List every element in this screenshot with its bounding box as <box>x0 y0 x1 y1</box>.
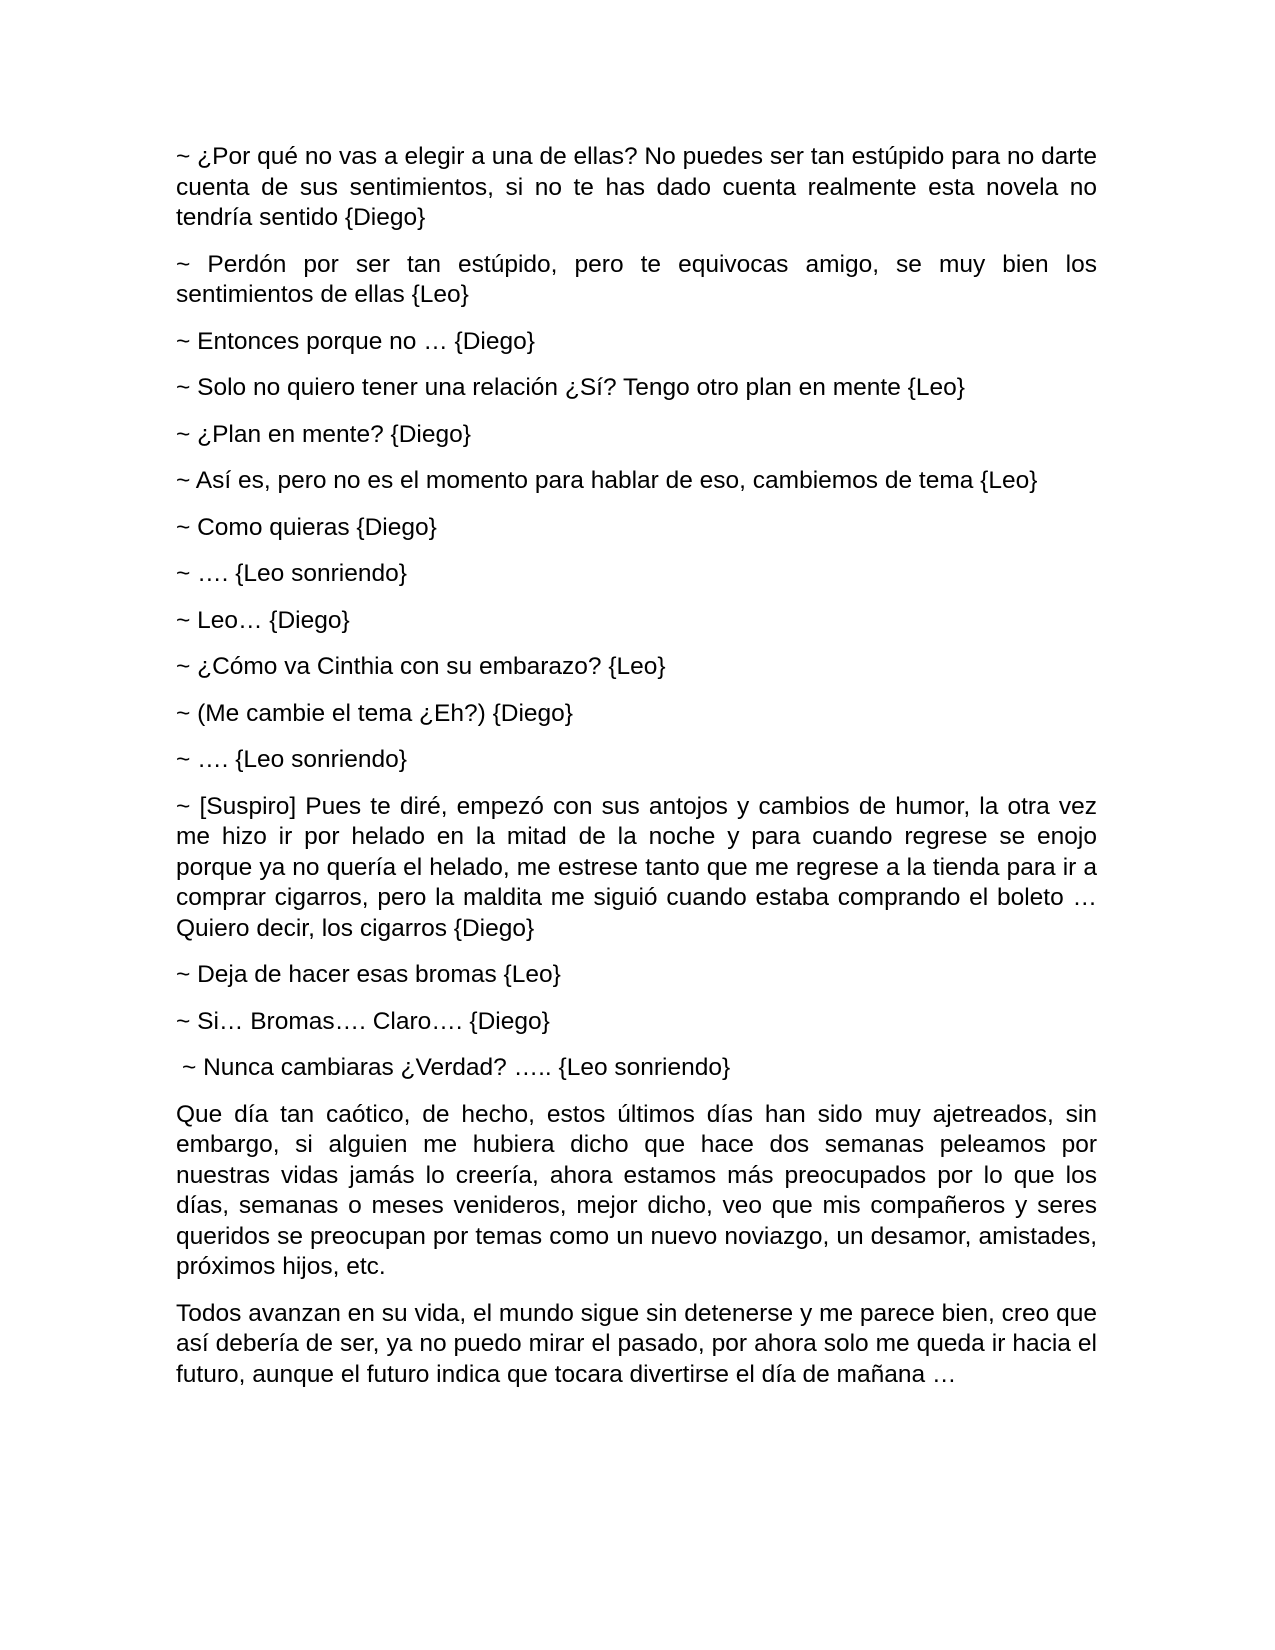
dialogue-line: ~ Así es, pero no es el momento para hablar de eso, cambiemos de tema {Leo} <box>176 467 1038 494</box>
dialogue-line: ~ Deja de hacer esas bromas {Leo} <box>176 961 561 988</box>
dialogue-line: ~ Leo… {Diego} <box>176 606 350 634</box>
dialogue-line: ~ Solo no quiero tener una relación ¿Sí? Tengo otro plan en mente {Leo} <box>176 374 965 401</box>
dialogue-line: ~ ¿Por qué no vas a elegir a una de ellas? No puedes ser tan estúpido para no darte cuenta de sus sentimientos, si no te has dado cuenta realmente esta novela no tendría sentido {Diego} <box>176 143 1097 231</box>
dialogue-line: ~ …. {Leo sonriendo} <box>176 560 407 587</box>
dialogue-line: ~ (Me cambie el tema ¿Eh?) {Diego} <box>176 699 573 727</box>
dialogue-line: ~ …. {Leo sonriendo} <box>176 746 407 773</box>
document-page <box>176 142 1097 1406</box>
narrative-paragraph: Que día tan caótico, de hecho, estos últimos días han sido muy ajetreados, sin embargo, si alguien me hubiera dicho que hace dos semanas peleamos por nuestras vidas jamás lo creería, ahora estamos más preocupados por lo que los días, semanas o meses venideros, mejor dicho, veo que mis compañeros y seres queridos se preocupan por temas como un nuevo noviazgo, un desamor, amistades, próximos hijos, etc. <box>176 1100 1097 1280</box>
dialogue-line: ~ Perdón por ser tan estúpido, pero te equivocas amigo, se muy bien los sentimientos de ellas {Leo} <box>176 250 1097 308</box>
dialogue-line: ~ Si… Bromas…. Claro…. {Diego} <box>176 1007 550 1035</box>
dialogue-line: ~ [Suspiro] Pues te diré, empezó con sus antojos y cambios de humor, la otra vez me hizo ir por helado en la mitad de la noche y para cuando regrese se enojo porque ya no quería el helado, me estrese tanto que me regrese a la tienda para ir a comprar cigarros, pero la maldita me siguió cuando estaba comprando el boleto … Quiero decir, los cigarros {Diego} <box>176 792 1097 942</box>
dialogue-line: ~ Entonces porque no … {Diego} <box>176 327 535 355</box>
dialogue-line: ~ Como quieras {Diego} <box>176 513 437 541</box>
dialogue-line: ~ ¿Cómo va Cinthia con su embarazo? {Leo} <box>176 653 666 680</box>
narrative-paragraph: Todos avanzan en su vida, el mundo sigue sin detenerse y me parece bien, creo que así debería de ser, ya no puedo mirar el pasado, por ahora solo me queda ir hacia el futuro, aunque el futuro indica que tocara divertirse el día de mañana … <box>176 1299 1097 1388</box>
dialogue-line: ~ Nunca cambiaras ¿Verdad? ….. {Leo sonriendo} <box>182 1054 731 1081</box>
dialogue-line: ~ ¿Plan en mente? {Diego} <box>176 420 471 448</box>
